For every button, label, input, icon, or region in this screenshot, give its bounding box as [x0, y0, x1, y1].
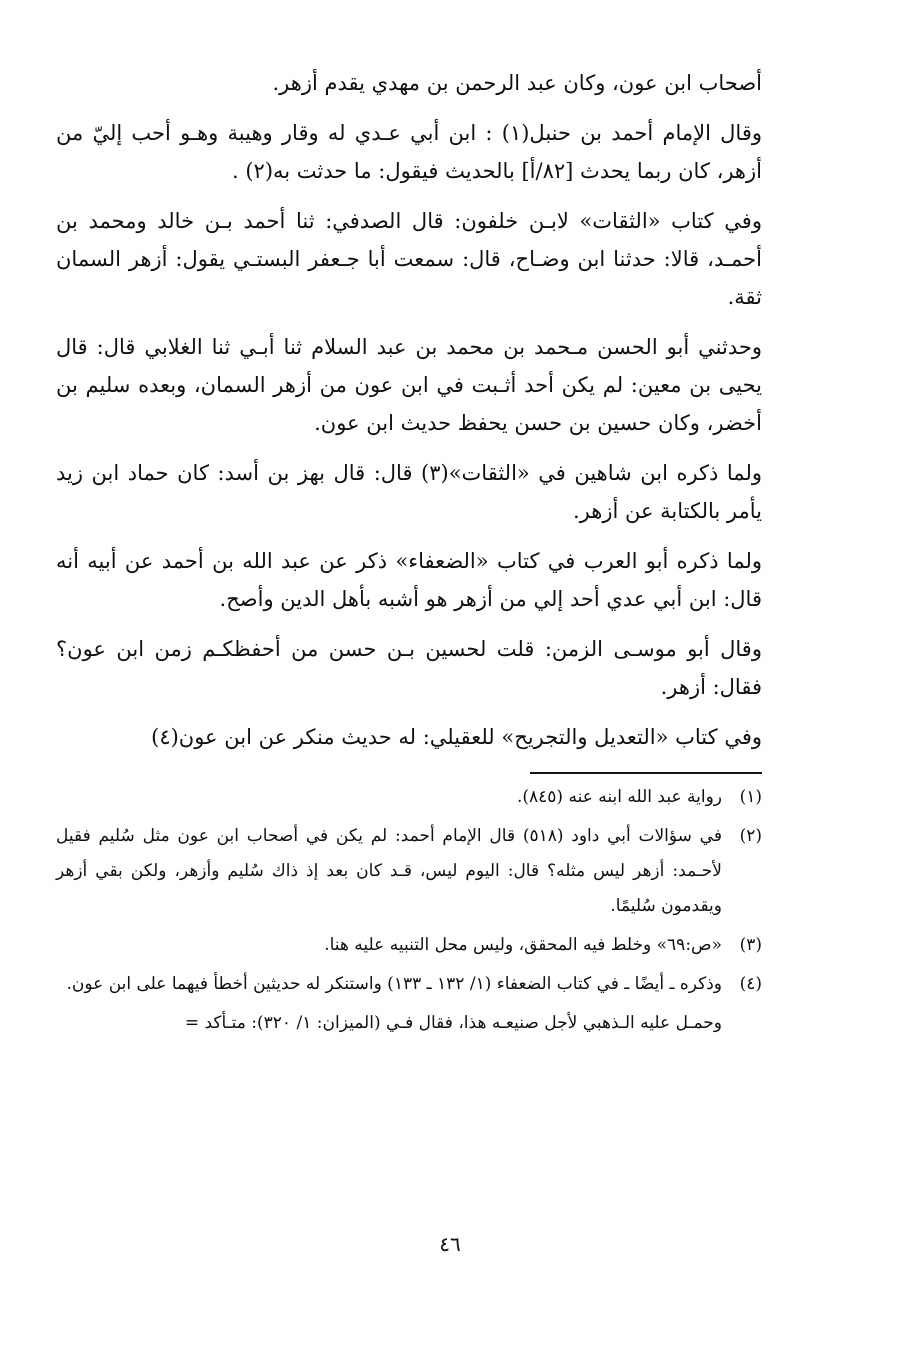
footnote-number: (٢) — [739, 826, 762, 846]
footnote-text: في سؤالات أبي داود (٥١٨) قال الإمام أحمد: لم يكن في أصحاب ابن عون مثل سُليم فقيل لأحـمد: أزهر ليس مثله؟ قال: اليوم ليس، قـد كان بعد إذ ذاك سُليم وأزهر، ولكن بقي أزهر ويقدمون سُليمًا. — [56, 826, 722, 916]
footnote-number: (٤) — [739, 974, 762, 994]
paragraph: وقال أبو موسـى الزمن: قلت لحسين بـن حسن من أحفظكـم زمن ابن عون؟ فقال: أزهر. — [56, 637, 762, 699]
footnote — [56, 967, 762, 1002]
paragraph: وحدثني أبو الحسن مـحمد بن محمد بن عبد السلام ثنا أبـي ثنا الغلابي قال: قال يحيى بن معين: لم يكن أحد أثـبت في ابن عون من أزهر السمان، وبعده سليم بن أخضر، وكان حسين بن حسن يحفظ حديث ابن عون. — [56, 335, 762, 435]
footnote — [56, 928, 762, 963]
footnote — [56, 819, 762, 924]
page-number: ٤٦ — [439, 1232, 461, 1256]
footnote-number: (١) — [739, 787, 762, 807]
paragraph: ولما ذكره أبو العرب في كتاب «الضعفاء» ذكر عن عبد الله بن أحمد عن أبيه أنه قال: ابن أبي عدي أحد إلي من أزهر هو أشبه بأهل الدين وأصح. — [56, 549, 762, 611]
footnotes — [56, 780, 762, 1041]
paragraph: أصحاب ابن عون، وكان عبد الرحمن بن مهدي يقدم أزهر. — [272, 71, 762, 95]
footnote-continuation — [56, 1006, 762, 1041]
footnote-number: (٣) — [739, 935, 762, 955]
footnote-continuation-text: وحمـل عليه الـذهبي لأجل صنيعـه هذا، فقال فـي (الميزان: ١/ ٣٢٠): متـأكد = — [184, 1013, 722, 1033]
footnote-text: رواية عبد الله ابنه عنه (٨٤٥). — [516, 787, 722, 807]
footnote-divider — [530, 772, 762, 774]
footnote-text: «ص:٦٩» وخلط فيه المحقق، وليس محل التنبيه عليه هنا. — [324, 935, 722, 955]
footnote — [56, 780, 762, 815]
footnote-text: وذكره ـ أيضًا ـ في كتاب الضعفاء (١/ ١٣٢ ـ ١٣٣) واستنكر له حديثين أخطأ فيهما على ابن عون. — [66, 974, 722, 994]
paragraph: وفي كتاب «الثقات» لابـن خلفون: قال الصدفي: ثنا أحمد بـن خالد ومحمد بن أحمـد، قالا: حدثنا ابن وضـاح، قال: سمعت أبا جـعفر البستـي يقول: أزهر السمان ثقة. — [56, 209, 762, 309]
main-text — [56, 64, 762, 756]
paragraph: وفي كتاب «التعديل والتجريح» للعقيلي: له حديث منكر عن ابن عون(٤) — [151, 725, 762, 749]
paragraph: وقال الإمام أحمد بن حنبل(١) : ابن أبي عـدي له وقار وهيبة وهـو أحب إليّ من أزهر، كان ربما يحدث [٨٢/أ] بالحديث فيقول: ما حدثت به(٢) . — [56, 121, 762, 183]
paragraph: ولما ذكره ابن شاهين في «الثقات»(٣) قال: قال بهز بن أسد: كان حماد ابن زيد يأمر بالكتابة عن أزهر. — [56, 461, 762, 523]
